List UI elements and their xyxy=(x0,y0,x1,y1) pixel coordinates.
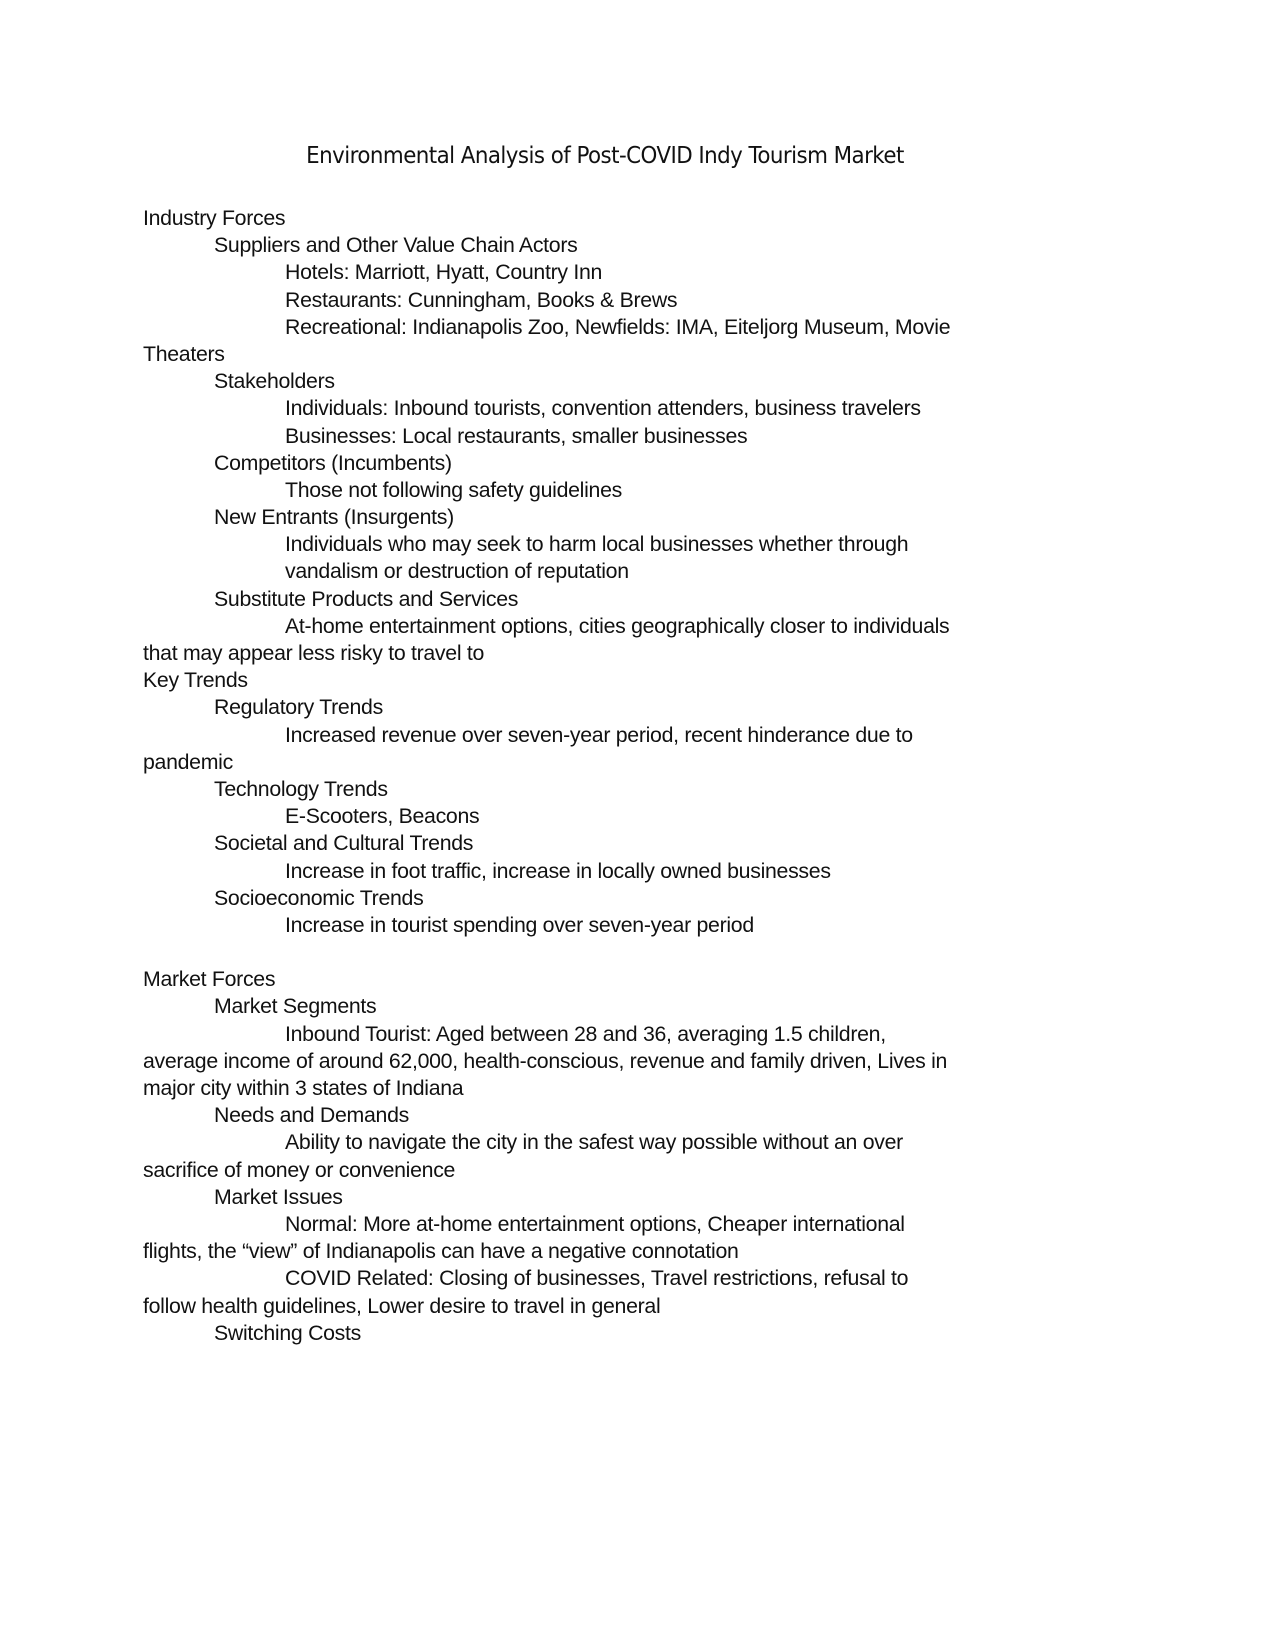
outline-subheading: Technology Trends xyxy=(214,776,388,801)
outline-heading: Industry Forces xyxy=(143,206,286,230)
outline-heading: that may appear less risky to travel to xyxy=(143,641,485,665)
outline-item: At-home entertainment options, cities geographically closer to individuals xyxy=(285,613,950,638)
outline-subheading: Societal and Cultural Trends xyxy=(214,831,474,856)
outline-subheading: Market Segments xyxy=(214,994,377,1019)
outline-heading: sacrifice of money or convenience xyxy=(143,1157,456,1182)
outline-heading: Market Forces xyxy=(143,967,276,992)
outline-subheading: Substitute Products and Services xyxy=(214,586,519,611)
outline-subheading: Market Issues xyxy=(214,1184,343,1209)
outline-item: Recreational: Indianapolis Zoo, Newfields: IMA, Eiteljorg Museum, Movie xyxy=(285,314,951,339)
outline-subheading: Stakeholders xyxy=(214,369,335,394)
outline-item: Increased revenue over seven-year period, recent hinderance due to xyxy=(285,722,913,747)
outline-subheading: Needs and Demands xyxy=(214,1103,409,1128)
outline-subheading: Competitors (Incumbents) xyxy=(214,450,452,475)
outline-heading: Key Trends xyxy=(143,668,248,693)
outline-heading: follow health guidelines, Lower desire to travel in general xyxy=(143,1293,661,1318)
outline-heading: average income of around 62,000, health-conscious, revenue and family driven, Lives in xyxy=(143,1048,948,1073)
outline-item: Increase in foot traffic, increase in locally owned businesses xyxy=(285,858,831,883)
outline-item: Ability to navigate the city in the safest way possible without an over xyxy=(285,1130,903,1155)
outline-subheading: Switching Costs xyxy=(214,1320,362,1345)
blank-line xyxy=(143,939,1083,966)
outline-item: Inbound Tourist: Aged between 28 and 36, averaging 1.5 children, xyxy=(285,1021,886,1046)
outline-item: Businesses: Local restaurants, smaller businesses xyxy=(285,423,748,448)
outline-heading: pandemic xyxy=(143,749,233,774)
outline-item: Restaurants: Cunningham, Books & Brews xyxy=(285,287,678,312)
outline-heading: major city within 3 states of Indiana xyxy=(143,1076,464,1100)
outline-item: Individuals who may seek to harm local businesses whether through xyxy=(285,532,909,557)
outline-item: Individuals: Inbound tourists, convention attenders, business travelers xyxy=(285,396,921,421)
outline-subheading: New Entrants (Insurgents) xyxy=(214,505,454,530)
outline-heading: flights, the “view” of Indianapolis can have a negative connotation xyxy=(143,1239,739,1264)
document-title: Environmental Analysis of Post-COVID Indy Tourism Market xyxy=(306,143,904,169)
document-body xyxy=(143,205,1083,1347)
outline-heading: Theaters xyxy=(143,341,225,366)
outline-item: Normal: More at-home entertainment options, Cheaper international xyxy=(285,1211,905,1236)
outline-item: vandalism or destruction of reputation xyxy=(285,559,629,584)
outline-subheading: Socioeconomic Trends xyxy=(214,885,424,910)
outline-item: Hotels: Marriott, Hyatt, Country Inn xyxy=(285,260,603,285)
outline-item: E-Scooters, Beacons xyxy=(285,804,480,829)
outline-item: Increase in tourist spending over seven-year period xyxy=(285,912,754,937)
outline-subheading: Suppliers and Other Value Chain Actors xyxy=(214,233,578,258)
outline-subheading: Regulatory Trends xyxy=(214,695,383,720)
outline-item: Those not following safety guidelines xyxy=(285,477,622,502)
outline-item: COVID Related: Closing of businesses, Travel restrictions, refusal to xyxy=(285,1266,909,1291)
